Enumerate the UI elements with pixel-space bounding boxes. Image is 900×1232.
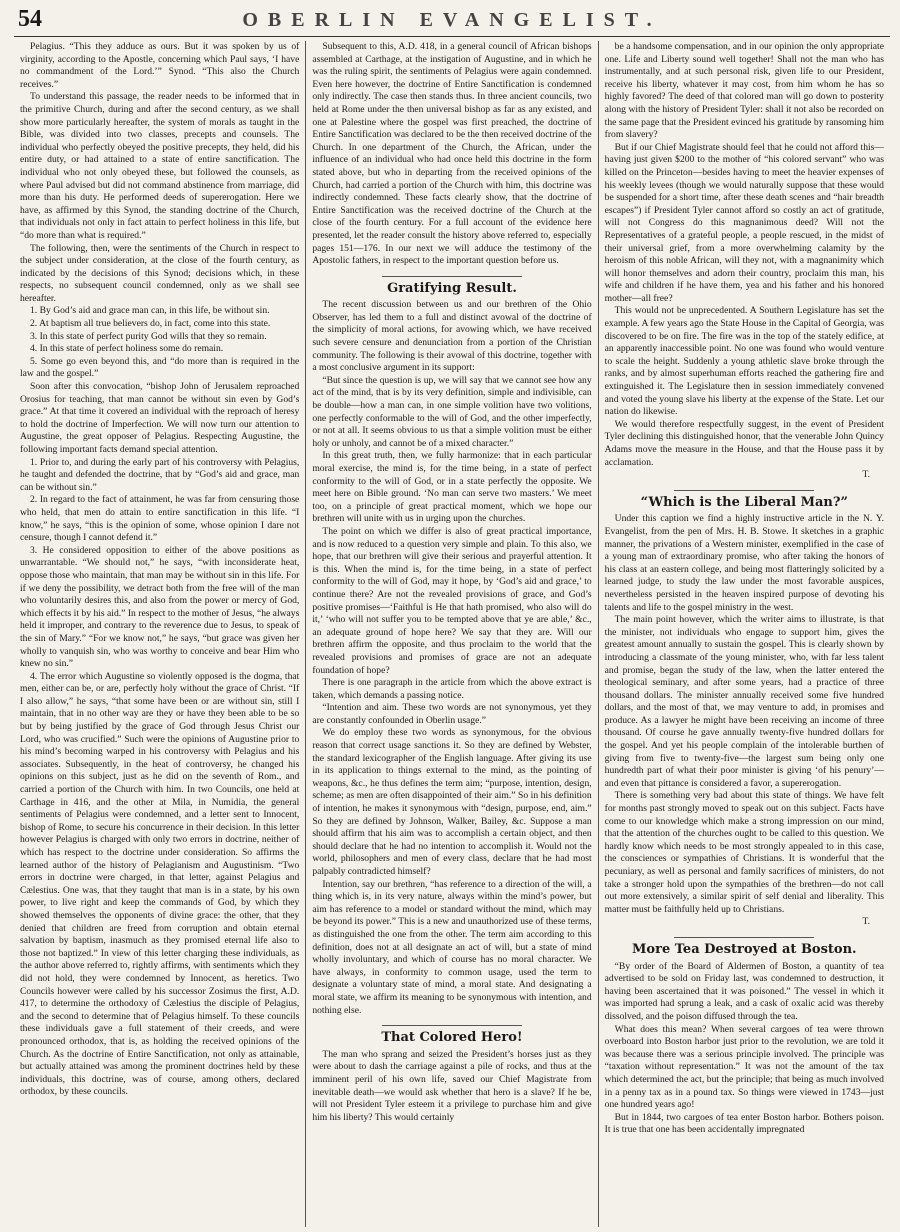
paragraph: The man who sprang and seized the President’s horses just as they were about to dash the carriage against a pile of rocks, and thus at the imminent peril of his own life, saved our Chief Magistrate from inevitable death—we would ask whether that hero is a slave? If he be, will not President Tyler esteem it a privilege to purchase him and give him his liberty? This would certainly	[312, 1048, 592, 1123]
list-item: 2. At baptism all true believers do, in fact, come into this state.	[30, 318, 271, 330]
list-item: 5. Some go even beyond this, and “do more than is required in the law and the gospel.”	[20, 355, 300, 380]
section-heading: “Which is the Liberal Man?”	[605, 490, 884, 510]
paragraph: There is one paragraph in the article from which the above extract is taken, which demands a passing notice.	[312, 677, 592, 701]
paragraph: 1. Prior to, and during the early part of his controversy with Pelagius, he taught and defended the doctrine, that by “God’s aid and grace, man can be without sin.”	[20, 456, 300, 493]
paragraph: What does this mean? When several cargoes of tea were thrown overboard into Boston harbor just prior to the revolution, we are told it was because there was a serious principle involved. The principle was “taxation without representation.” It was not the amount of the tax which determined the act, but the principle; that being as much involved in a penny tax as in a pound tax. So things were viewed in 1743—just one hundred years ago!	[604, 1023, 884, 1111]
article-columns	[14, 41, 890, 1227]
paragraph: There is something very bad about this state of things. We have felt for months past strongly moved to speak out on this subject. Facts have come to our knowledge which make a strong impression on our mind, that the attention of the churches ought to be called to this question. We hardly know which needs to be most strongly appealed to in this case, the consciences or sympathies of Christians. It is wonderful that the pecuniary, as well as personal and family sacrifices of ministers, do not take a stronger hold upon the sympathies of the brethren—do not call out more extensively, a similar spirit of self denial and liberality. This matter must be faithfully held up to Christians.	[604, 790, 884, 915]
section-heading: More Tea Destroyed at Boston.	[605, 937, 884, 957]
running-title: OBERLIN EVANGELIST.	[242, 9, 662, 31]
paragraph: To understand this passage, the reader needs to be informed that in the primitive Church, during and after the second century, as we shall show more particularly hereafter, the system of morals as taught in the Bible, was divided into two classes, precepts and counsels. The individual who perfectly obeyed the positive precepts, they held, did his entire duty, or had attained to a state of entire sanctification. The individual who not only obeyed these, but followed the counsels, as where Paul advised but did not command abstinence from marriage, did more than his duty. He performed deeds of supererogation. Here we have, as affirmed by this Synod, the standing doctrine of the Church, that individuals not only in fact attain to perfect holiness in this life, but “do more than what is required.”	[20, 91, 300, 241]
paragraph: Subsequent to this, A.D. 418, in a general council of African bishops assembled at Carthage, at the instigation of Augustine, and in which he was the ruling spirit, the sentiments of Pelagius were again condemned. Even here however, the doctrine of Entire Sanctification is condemned only indirectly. The case then stands thus. In three ancient councils, two held at Rome under the then universal bishop as far as any existed, and one at Palestine where the gospel was first preached, the doctrine of Entire Sanctification was declared to be the then received doctrine of the Church. In one department of the Church, the African, under the influence of an individual who had once held this doctrine in the form stated above, but who in departing from the received opinions of the Church, had carried a portion of the Church with him, this doctrine was indirectly condemned. These facts clearly show, that the doctrine of Entire Sanctification was the received doctrine of the Church at the close of the fourth century. For a full account of the evidence here presented, let the reader consult the history above referred to, especially pages 151—176. In our next we will adduce the testimony of the Apostolic fathers, in respect to the important question before us.	[312, 41, 592, 267]
paragraph: Soon after this convocation, “bishop John of Jerusalem reproached Orosius for teaching, that man cannot be without sin even by God’s grace.” At that time it covered an individual with the reproach of heresy to hold the doctrine of Imperfection. We will now turn our attention to Augustine, the great opposer of Pelagius. Respecting Augustine, the following important facts demand special attention.	[20, 381, 300, 455]
paragraph: But in 1844, two cargoes of tea enter Boston harbor. Bothers poison. It is true that one has been accidentally impregnated	[604, 1111, 884, 1136]
paragraph: The following, then, were the sentiments of the Church in respect to the subject under consideration, at the close of the fourth century, as indicated by the decisions of this Synod; decisions which, in these respects, no subsequent council condemned, only as we shall see hereafter.	[20, 242, 300, 304]
paragraph: But if our Chief Magistrate should feel that he could not afford this—having just given $200 to the mother of “his colored servant” who was killed on the Princeton—besides having to meet the heavier expenses of his weekly levees (though we would naturally suppose that these would be suspended for a short time, after these death scenes and “hair breadth escapes”) if President Tyler cannot afford so costly an act of gratitude, will not Congress do this magnanimous deed? Will not the Representatives of a grateful people, a people rescued, in the midst of their universal grief, from a more overwhelming calamity by the heroism of this noble African, will they not, with a magnanimity which will honor themselves and adorn their country, proclaim this man, his wife and children if he have them, yea and his father and his honored mother—all free?	[604, 141, 884, 304]
paragraph: The point on which we differ is also of great practical importance, and is now reduced to a question very simple and plain. To this also, we hope, that our brethren will give their serious and prayerful attention. It is this. When the mind is, for the time being, in a state of perfect conformity to the will of God, may it hope, by ‘God’s aid and grace,’ to continue there? Are not the revealed provisions of grace, and God’s positive promises—‘Faithful is He that hath promised, who also will do it,’ ‘who will not suffer you to be tempted above that ye are able,’ &c., an adequate ground of hope here? We say that they are. Will our brethren affirm the opposite, and thus proclaim to the world that the revealed provisions and promises of grace are not an adequate foundation of hope?	[312, 525, 592, 676]
paragraph: Under this caption we find a highly instructive article in the N. Y. Evangelist, from the pen of Mrs. H. B. Stowe. It sketches in a graphic manner, the privations of a Western minister, exemplified in the case of a young man of extraordinary promise, who after taking the honors of his class at an eastern college, and being most flatteringly solicited by a learned judge, to study the law under the most favorable auspices, nevertheless persisted in the heaven inspired purpose of devoting his talents and life to the gospel ministry in the west.	[604, 513, 884, 613]
paragraph: The main point however, which the writer aims to illustrate, is that the minister, not individuals who engage to support him, gives the greatest amount annually to sustain the gospel. This is clearly shown by introducing a classmate of the young minister, who, with far less talent and promise, began the study of the law, when the latter entered the theological seminary, and after some years, had a practice of three thousand dollars. The minister annually received some five hundred dollars, and the most of that, we may venture to add, in promises and produce. As a lawyer he might have been receiving an income of three thousand. Of course he gave annually twenty-five hundred dollars for the gospel. And yet his people complain of the intolerable burthen of giving from five to twenty-five—the largest sum being only one hundredth part of what their poor minister is giving ‘of his penury’—and even that pittance is considered a favor, a supererogation.	[604, 614, 884, 789]
paragraph: 3. He considered opposition to either of the above positions as unwarrantable. “We should not,” he says, “with inconsiderate heat, oppose those who maintain, that man may be without sin in this life. For if we deny the possibility, we detract both from the free will of the man who voluntarily desires this, and also from the power or mercy of God, which effects it by his aid.” In respect to the mother of Jesus, “he always held it improper, and contrary to the reverence due to Jesus, to speak of the sin of Mary.” “For we know not,” he says, “but grace was given her wholly to vanquish sin, who was worthy to conceive and bear Him who knew no sin.”	[20, 544, 300, 670]
list-item: 1. By God’s aid and grace man can, in this life, be without sin.	[30, 305, 270, 317]
paragraph: In this great truth, then, we fully harmonize: that in each particular moral exercise, the mind is, for the time being, in a state of perfect conformity to the will of God, or in a state perfectly the opposite. We meet here on Bible ground. ‘No man can serve two masters.’ We meet too, on a principle of great practical moment, which we hope our brethren will unite with us in urging upon the churches.	[312, 450, 592, 525]
column-1	[14, 41, 305, 1227]
paragraph: be a handsome compensation, and in our opinion the only appropriate one. Life and Liberty sound well together! Shall not the man who has instrumentally, and at such personal risk, given life to our President, receive his liberty, whatever it may cost, from him whom he has so highly favored? The deed of that colored man will go down to posterity along with the history of President Tyler: shall it not also be recorded on the same page that the President evinced his gratitude by ransoming him from slavery?	[604, 41, 884, 141]
paragraph: “But since the question is up, we will say that we cannot see how any act of the mind, that is by its very definition, simple and indivisible, can be double—how a man can, in one simple volition have two volitions, one perfectly conformable to the will of God, and the other imperfectly, or not at all. It seems obvious to us that a simple volition must be either holy or unholy, and cannot be of a mixed character.”	[312, 374, 592, 449]
signature: T.	[862, 916, 870, 928]
signature: T.	[862, 469, 870, 481]
section-heading: That Colored Hero!	[312, 1025, 591, 1045]
paragraph: Pelagius. “This they adduce as ours. But it was spoken by us of virginity, according to the Apostle, concerning which Paul says, ‘I have no commandment of the Lord.’” Synod. “This also the Church receives.”	[20, 41, 300, 90]
paragraph: The recent discussion between us and our brethren of the Ohio Observer, has led them to a full and distinct avowal of the doctrine of the simplicity of moral actions, for avowing which, we have received such severe censure and denunciation from a portion of the Christian community. The following is their avowal of this doctrine, together with a most conclusive argument in its support:	[312, 299, 592, 374]
column-2	[305, 41, 597, 1227]
list-item: 3. In this state of perfect purity God wills that they so remain.	[30, 330, 267, 342]
paragraph: 2. In regard to the fact of attainment, he was far from censuring those who held, that men do attain to entire sanctification in this life. “I know,” he says, “this is the opinion of some, whose opinion I dare not censure, though I cannot defend it.”	[20, 494, 300, 544]
paragraph: “Intention and aim. These two words are not synonymous, yet they are constantly confounded in Oberlin usage.”	[312, 702, 592, 726]
section-heading: Gratifying Result.	[312, 276, 591, 296]
masthead	[14, 6, 890, 37]
paragraph: We do employ these two words as synonymous, for the obvious reason that correct usage sanctions it. So they are defined by Webster, the standard lexicographer of the English language. After giving its use in its application to things external to the mind, as the pointing of weapons, &c., he thus defines the term aim; “purpose, intention, design, scheme; as men are often disappointed of their aim.” So in his definition of intention, he makes it synonymous with “design, purpose, end, aim.” So they are defined by Johnson, Walker, Bailey, &c. Suppose a man should affirm that his aim was to accomplish a certain object, and then should declare that he had no intention to accomplish it. Would not the world, philosophers and men of every class, declare that he had most palpably contradicted himself?	[312, 727, 592, 877]
paragraph: “By order of the Board of Aldermen of Boston, a quantity of tea advertised to be sold on Friday last, was condemned to destruction, it having been ascertained that it was poisoned.” The vessel in which it was imported had sprung a leak, and a cask of oxalic acid was thereby dissolved, and the poison diffused through the tea.	[604, 960, 884, 1022]
paragraph: We would therefore respectfully suggest, in the event of President Tyler declining this distinguished honor, that the venerable John Quincy Adams move the measure in the House, and that the House pass it by acclamation.	[604, 418, 884, 468]
page-number: 54	[18, 6, 42, 32]
paragraph: 4. The error which Augustine so violently opposed is the dogma, that men, either can be, or are, perfectly holy without the grace of Christ. “If I also allow,” he says, “that some have been or are without sin, still I maintain, that in no other way are they or have they been able to be so but by being justified by the grace of God through Jesus Christ our Lord, who was crucified.” Such were the opinions of Augustine prior to his mind’s becoming warped in his controversy with Pelagius and his associates. Subsequently, in the heat of controversy, he changed his opinions on this subject, just as he did on the seventh of Rom., and carried a portion of the Church with him. In two Councils, one held at Carthage in 416, and the other at Mila, in Numidia, the general sentiments of Pelagius were condemned, and a letter sent to Innocent, bishop of Rome, to secure his concurrence in their decision. In this letter however Pelagius is charged with only two errors in doctrine, neither of which has respect to the doctrine under consideration. So affirms the learned author of the history of Pelagianism and Augustinism. “Two errors in doctrine were charged, in that letter, against Pelagius and Cælestius. One was, that they taught that man is in a state, by his own power, to live right and keep the commands of God, by which they showed themselves the opponents of divine grace: the other, that they denied that children are freed from corruption and obtain eternal salvation by baptism, inasmuch as they promised eternal life also to those not baptized.” In view of this letter charging these individuals, as the author above referred to, rightly affirms, with sentiments which they did not hold, they were condemned by Innocent, as heretics. Two Councils however were called by his successor Zosimus the first, A.D. 417, to determine the orthodoxy of Cælestius the disciple of Pelagius, and the second to determine that of Pelagius himself. To these councils these individuals gave a full statement of their creeds, and were pronounced orthodox, that is, as holding the received opinions of the Church. As the doctrine of Entire Sanctification, not only as attainable, but actually attained was among the prominent doctrines held by these individuals, this doctrine, was of course, among others, declared orthodox, by these councils.	[20, 670, 300, 1098]
list-item: 4. In this state of perfect holiness some do remain.	[30, 343, 224, 355]
paragraph: Intention, say our brethren, “has reference to a direction of the will, a thing which is, in its very nature, always within the mind’s power, but aim has reference to a model or standard without the mind, which may be beyond its power.” This is a new and unauthorized use of these terms, as distinguished the one from the other. The term aim according to this definition, does not at all designate an act of will, but a state of mind wholly involuntary, and which of course has no moral character. We have always, in conformity to common usage, used the term to designate a voluntary state of mind, a moral state. And designating a moral state, we affirm its meaning to be synonymous with intention, and nothing else.	[312, 878, 592, 1016]
paragraph: This would not be unprecedented. A Southern Legislature has set the example. A few years ago the State House in the Capital of Georgia, was discovered to be on fire. The fire was in the top of the stately edifice, at an apparently inaccessible point. No one was found who would venture to scale the height. Suddenly a young athletic slave broke through the ranks, and by almost superhuman efforts reached the gathering fire and extinguished it. The Legislature then in session immediately convened and voted the young slave his liberty at the expense of the State. Let our nation do likewise.	[604, 305, 884, 418]
column-3	[598, 41, 890, 1227]
